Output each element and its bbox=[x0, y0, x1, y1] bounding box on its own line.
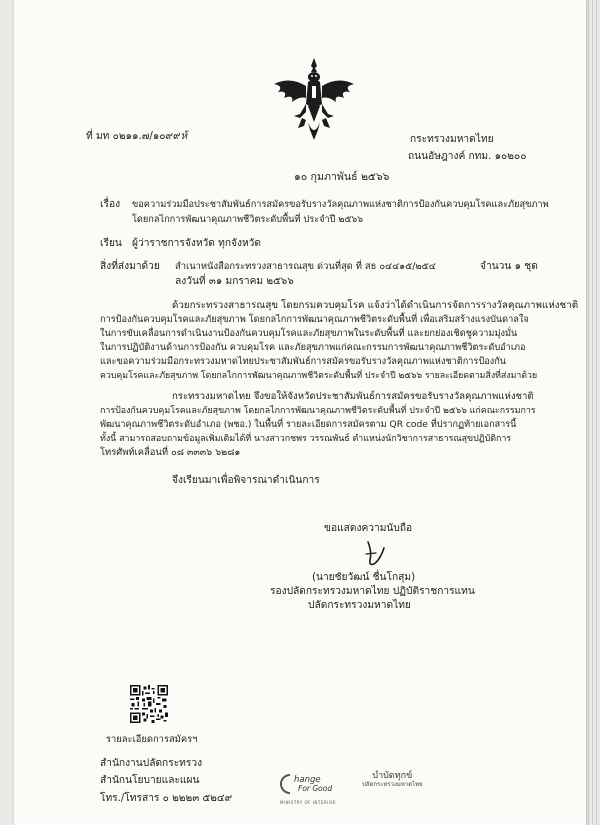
enclosure-line-1: สำเนาหนังสือกระทรวงสาธารณสุข ด่วนที่สุด ที่ สธ ๐๔๔๑๕/๒๕๔ bbox=[175, 261, 436, 272]
paragraph-1-line: ในการปฏิบัติงานด้านการป้องกัน ควบคุมโรค และภัยสุขภาพแก่คณะกรรมการพัฒนาคุณภาพชีวิตระดับอำเภอ bbox=[100, 342, 526, 353]
paragraph-1-line: ด้วยกระทรวงสาธารณสุข โดยกรมควบคุมโรค แจ้งว่าได้ดำเนินการจัดการรางวัลคุณภาพแห่งชาติ bbox=[172, 300, 579, 311]
to-recipient: ผู้ว่าราชการจังหวัด ทุกจังหวัด bbox=[132, 238, 261, 249]
slogan-line-2: ปลัดกระทรวงมหาดไทย bbox=[362, 781, 423, 788]
handwritten-signature bbox=[362, 538, 392, 570]
document-date: ๑๐ กุมภาพันธ์ ๒๕๖๖ bbox=[294, 171, 390, 183]
footer-office-1: สำนักงานปลัดกระทรวง bbox=[100, 758, 203, 769]
enclosure-count: จำนวน ๑ ชุด bbox=[480, 261, 538, 272]
enclosure-line-2: ลงวันที่ ๓๑ มกราคม ๒๕๖๖ bbox=[175, 276, 294, 287]
change-for-good-mark-icon bbox=[280, 772, 350, 796]
signer-title-2: ปลัดกระทรวงมหาดไทย bbox=[308, 600, 411, 611]
subject-line-1: ขอความร่วมมือประชาสัมพันธ์การสมัครขอรับรางวัลคุณภาพแห่งชาติการป้องกันควบคุมโรคและภัยสุขภาพ bbox=[132, 199, 549, 210]
letter-page bbox=[14, 0, 586, 825]
subject-label: เรื่อง bbox=[100, 199, 121, 210]
paragraph-1 bbox=[100, 299, 578, 383]
closing-request: จึงเรียนมาเพื่อพิจารณาดำเนินการ bbox=[172, 475, 320, 486]
subject-line-2: โดยกลไกการพัฒนาคุณภาพชีวิตระดับพื้นที่ ประจำปี ๒๕๖๖ bbox=[132, 214, 364, 225]
paper-edge bbox=[596, 0, 597, 825]
paper-edge bbox=[592, 0, 593, 825]
enclosure-label: สิ่งที่ส่งมาด้วย bbox=[100, 261, 160, 272]
footer-phone: โทร./โทรสาร ๐ ๒๒๒๓ ๕๒๔๙ bbox=[100, 793, 233, 804]
garuda-emblem-icon bbox=[270, 56, 358, 142]
document-number: ที่ มท ๐๒๑๑.๗/๑๐๙๙ห้ bbox=[86, 131, 188, 142]
footer-office-2: สำนักนโยบายและแผน bbox=[100, 775, 200, 786]
qr-caption: รายละเอียดการสมัครฯ bbox=[106, 734, 198, 745]
signer-name: (นายชัยวัฒน์ ชื่นโกสุม) bbox=[312, 572, 416, 583]
paragraph-2 bbox=[100, 390, 536, 460]
paragraph-2-line: การป้องกันควบคุมโรคและภัยสุขภาพ โดยกลไกการพัฒนาคุณภาพชีวิตระดับพื้นที่ ประจำปี ๒๕๖๖ แก่คณะกรรมการ bbox=[100, 406, 536, 416]
paragraph-1-line: และขอความร่วมมือกระทรวงมหาดไทยประชาสัมพันธ์การสมัครขอรับรางวัลคุณภาพแห่งชาติการป้องกัน bbox=[100, 356, 507, 367]
to-label: เรียน bbox=[100, 238, 122, 249]
salutation: ขอแสดงความนับถือ bbox=[324, 523, 413, 534]
paragraph-1-line: การป้องกันควบคุมโรคและภัยสุขภาพ โดยกลไกการพัฒนาคุณภาพชีวิตระดับพื้นที่ เพื่อเสริมสร้างแรงบันดาลใจ bbox=[100, 314, 529, 325]
signer-title-1: รองปลัดกระทรวงมหาดไทย ปฏิบัติราชการแทน bbox=[270, 586, 475, 597]
svg-text:hange: hange bbox=[294, 775, 321, 785]
ministry-slogan-logo bbox=[362, 771, 423, 789]
paper-edge bbox=[588, 0, 589, 825]
paragraph-2-line: พัฒนาคุณภาพชีวิตระดับอำเภอ (พชอ.) ในพื้นที่ รายละเอียดการสมัครตาม QR code ที่ปรากฏท้ายเอกสารนี้ bbox=[100, 420, 517, 430]
issuing-ministry: กระทรวงมหาดไทย bbox=[410, 134, 494, 145]
change-for-good-subtitle: MINISTRY OF INTERIOR bbox=[280, 800, 336, 805]
paragraph-2-line: ทั้งนี้ สามารถสอบถามข้อมูลเพิ่มเติมได้ที่ นางสาวกชพร วรรณพันธ์ ตำแหน่งนักวิชาการสาธารณสุขปฏิบัติการ bbox=[100, 434, 512, 444]
change-for-good-logo bbox=[280, 772, 350, 805]
qr-code-icon[interactable] bbox=[130, 685, 168, 723]
ministry-address: ถนนอัษฎางค์ กทม. ๑๐๒๐๐ bbox=[408, 151, 527, 162]
paragraph-2-line: โทรศัพท์เคลื่อนที่ ๐๘ ๓๓๓๖ ๖๒๘๑ bbox=[100, 447, 241, 458]
paragraph-1-line: ในการขับเคลื่อนการดำเนินงานป้องกันควบคุมโรคและภัยสุขภาพในระดับพื้นที่ และยกย่องเชิดชูความมุ่งมั่น bbox=[100, 328, 518, 339]
paragraph-1-line: ควบคุมโรคและภัยสุขภาพ โดยกลไกการพัฒนาคุณภาพชีวิตระดับพื้นที่ ประจำปี ๒๕๖๖ รายละเอียดตามสิ่งที่ส่งมาด้วย bbox=[100, 371, 538, 381]
slogan-line-1: บำบัดทุกข์ bbox=[372, 771, 413, 781]
paragraph-2-line: กระทรวงมหาดไทย จึงขอให้จังหวัดประชาสัมพันธ์การสมัครขอรับรางวัลคุณภาพแห่งชาติ bbox=[172, 391, 534, 402]
svg-text:For Good: For Good bbox=[298, 784, 333, 793]
